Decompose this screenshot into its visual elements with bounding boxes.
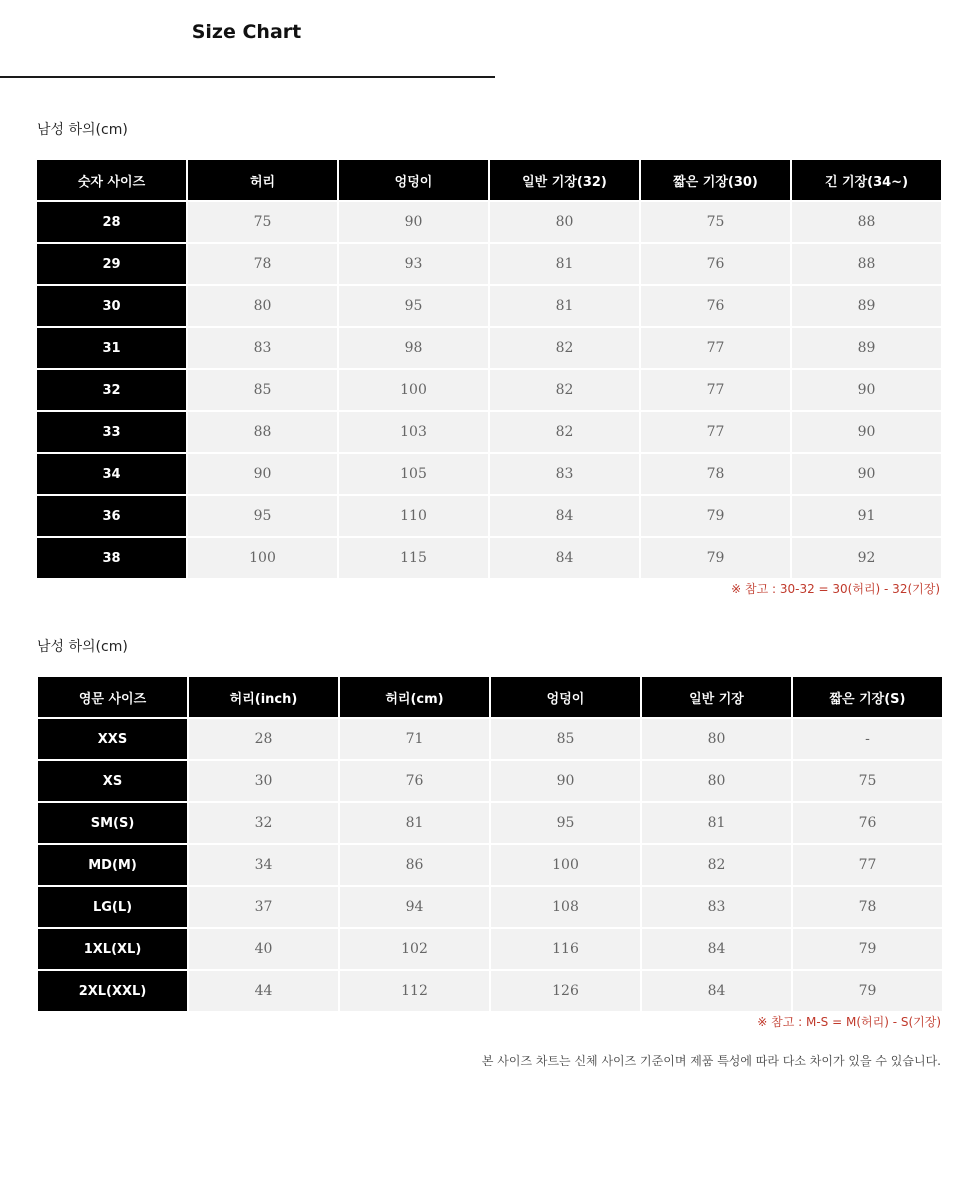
hip-cell: 98 [339, 328, 488, 368]
waist-cell: 95 [188, 496, 337, 536]
disclaimer-text: 본 사이즈 차트는 신체 사이즈 기준이며 제품 특성에 따라 다소 차이가 있을 수 있습니다. [481, 1054, 941, 1068]
waist-inch-cell: 44 [189, 971, 338, 1011]
short-length-cell: 75 [641, 202, 790, 242]
waist-cm-cell: 81 [340, 803, 489, 843]
header-hip: 엉덩이 [491, 677, 640, 717]
short-length-cell: 79 [793, 971, 942, 1011]
waist-cm-cell: 102 [340, 929, 489, 969]
regular-length-cell: 82 [490, 328, 639, 368]
waist-inch-cell: 32 [189, 803, 338, 843]
regular-length-cell: 81 [642, 803, 791, 843]
hip-cell: 100 [339, 370, 488, 410]
hip-cell: 115 [339, 538, 488, 578]
header-numeric-size: 숫자 사이즈 [37, 160, 186, 200]
section-label-numeric: 남성 하의(cm) [37, 122, 128, 138]
short-length-cell: 75 [793, 761, 942, 801]
waist-cell: 88 [188, 412, 337, 452]
regular-length-cell: 80 [642, 719, 791, 759]
regular-length-cell: 83 [490, 454, 639, 494]
page-title: Size Chart [191, 21, 302, 43]
hip-cell: 100 [491, 845, 640, 885]
size-cell: 28 [37, 202, 186, 242]
waist-cm-cell: 112 [340, 971, 489, 1011]
waist-cell: 80 [188, 286, 337, 326]
long-length-cell: 90 [792, 412, 941, 452]
waist-cell: 85 [188, 370, 337, 410]
size-cell: 31 [37, 328, 186, 368]
size-cell: 34 [37, 454, 186, 494]
size-cell: XXS [38, 719, 187, 759]
size-cell: 33 [37, 412, 186, 452]
size-cell: 1XL(XL) [38, 929, 187, 969]
size-cell: MD(M) [38, 845, 187, 885]
short-length-cell: 76 [641, 286, 790, 326]
waist-cm-cell: 71 [340, 719, 489, 759]
long-length-cell: 90 [792, 454, 941, 494]
table-row [37, 454, 941, 494]
regular-length-cell: 81 [490, 286, 639, 326]
short-length-cell: 77 [793, 845, 942, 885]
size-cell: 30 [37, 286, 186, 326]
table-row [38, 719, 942, 759]
section-label-letter: 남성 하의(cm) [37, 639, 128, 655]
waist-cell: 83 [188, 328, 337, 368]
short-length-cell: 77 [641, 412, 790, 452]
hip-cell: 93 [339, 244, 488, 284]
size-cell: SM(S) [38, 803, 187, 843]
short-length-cell: 79 [641, 538, 790, 578]
waist-cm-cell: 94 [340, 887, 489, 927]
table-row [38, 845, 942, 885]
table-row [37, 328, 941, 368]
title-divider [0, 76, 495, 78]
waist-cell: 100 [188, 538, 337, 578]
hip-cell: 126 [491, 971, 640, 1011]
waist-cell: 90 [188, 454, 337, 494]
header-waist-cm: 허리(cm) [340, 677, 489, 717]
waist-inch-cell: 40 [189, 929, 338, 969]
regular-length-cell: 82 [490, 370, 639, 410]
long-length-cell: 91 [792, 496, 941, 536]
table-row [37, 538, 941, 578]
numeric-size-note: ※ 참고 : 30-32 = 30(허리) - 32(기장) [731, 582, 940, 596]
header-letter-size: 영문 사이즈 [38, 677, 187, 717]
letter-size-note: ※ 참고 : M-S = M(허리) - S(기장) [757, 1015, 941, 1029]
waist-cell: 75 [188, 202, 337, 242]
short-length-cell: 77 [641, 328, 790, 368]
regular-length-cell: 80 [642, 761, 791, 801]
long-length-cell: 89 [792, 286, 941, 326]
short-length-cell: 78 [793, 887, 942, 927]
size-cell: 32 [37, 370, 186, 410]
size-cell: LG(L) [38, 887, 187, 927]
waist-cell: 78 [188, 244, 337, 284]
table-row [37, 370, 941, 410]
size-cell: 2XL(XXL) [38, 971, 187, 1011]
hip-cell: 116 [491, 929, 640, 969]
hip-cell: 95 [491, 803, 640, 843]
hip-cell: 95 [339, 286, 488, 326]
header-waist: 허리 [188, 160, 337, 200]
short-length-cell: 77 [641, 370, 790, 410]
table-row [38, 803, 942, 843]
long-length-cell: 88 [792, 202, 941, 242]
table-row [37, 412, 941, 452]
table-row [38, 929, 942, 969]
regular-length-cell: 84 [642, 929, 791, 969]
hip-cell: 110 [339, 496, 488, 536]
hip-cell: 90 [339, 202, 488, 242]
size-cell: 29 [37, 244, 186, 284]
header-hip: 엉덩이 [339, 160, 488, 200]
waist-cm-cell: 76 [340, 761, 489, 801]
short-length-cell: 79 [793, 929, 942, 969]
waist-inch-cell: 37 [189, 887, 338, 927]
long-length-cell: 88 [792, 244, 941, 284]
regular-length-cell: 84 [642, 971, 791, 1011]
short-length-cell: 76 [793, 803, 942, 843]
regular-length-cell: 83 [642, 887, 791, 927]
long-length-cell: 92 [792, 538, 941, 578]
size-cell: 38 [37, 538, 186, 578]
waist-inch-cell: 28 [189, 719, 338, 759]
hip-cell: 85 [491, 719, 640, 759]
hip-cell: 105 [339, 454, 488, 494]
size-cell: XS [38, 761, 187, 801]
long-length-cell: 90 [792, 370, 941, 410]
hip-cell: 108 [491, 887, 640, 927]
regular-length-cell: 81 [490, 244, 639, 284]
short-length-cell: 78 [641, 454, 790, 494]
header-long-length: 긴 기장(34~) [792, 160, 941, 200]
long-length-cell: 89 [792, 328, 941, 368]
regular-length-cell: 84 [490, 538, 639, 578]
regular-length-cell: 80 [490, 202, 639, 242]
size-cell: 36 [37, 496, 186, 536]
table-row [37, 496, 941, 536]
regular-length-cell: 84 [490, 496, 639, 536]
header-short-length: 짧은 기장(30) [641, 160, 790, 200]
header-regular-length: 일반 기장 [642, 677, 791, 717]
waist-cm-cell: 86 [340, 845, 489, 885]
hip-cell: 90 [491, 761, 640, 801]
table-header-row [38, 677, 942, 717]
table-row [37, 202, 941, 242]
regular-length-cell: 82 [642, 845, 791, 885]
short-length-cell: 76 [641, 244, 790, 284]
short-length-cell: - [793, 719, 942, 759]
numeric-size-table [35, 158, 943, 580]
header-regular-length: 일반 기장(32) [490, 160, 639, 200]
regular-length-cell: 82 [490, 412, 639, 452]
letter-size-table [36, 675, 944, 1013]
table-row [38, 971, 942, 1011]
waist-inch-cell: 30 [189, 761, 338, 801]
header-short-length: 짧은 기장(S) [793, 677, 942, 717]
waist-inch-cell: 34 [189, 845, 338, 885]
table-row [37, 244, 941, 284]
table-row [38, 761, 942, 801]
table-header-row [37, 160, 941, 200]
header-waist-inch: 허리(inch) [189, 677, 338, 717]
table-row [37, 286, 941, 326]
table-row [38, 887, 942, 927]
short-length-cell: 79 [641, 496, 790, 536]
hip-cell: 103 [339, 412, 488, 452]
